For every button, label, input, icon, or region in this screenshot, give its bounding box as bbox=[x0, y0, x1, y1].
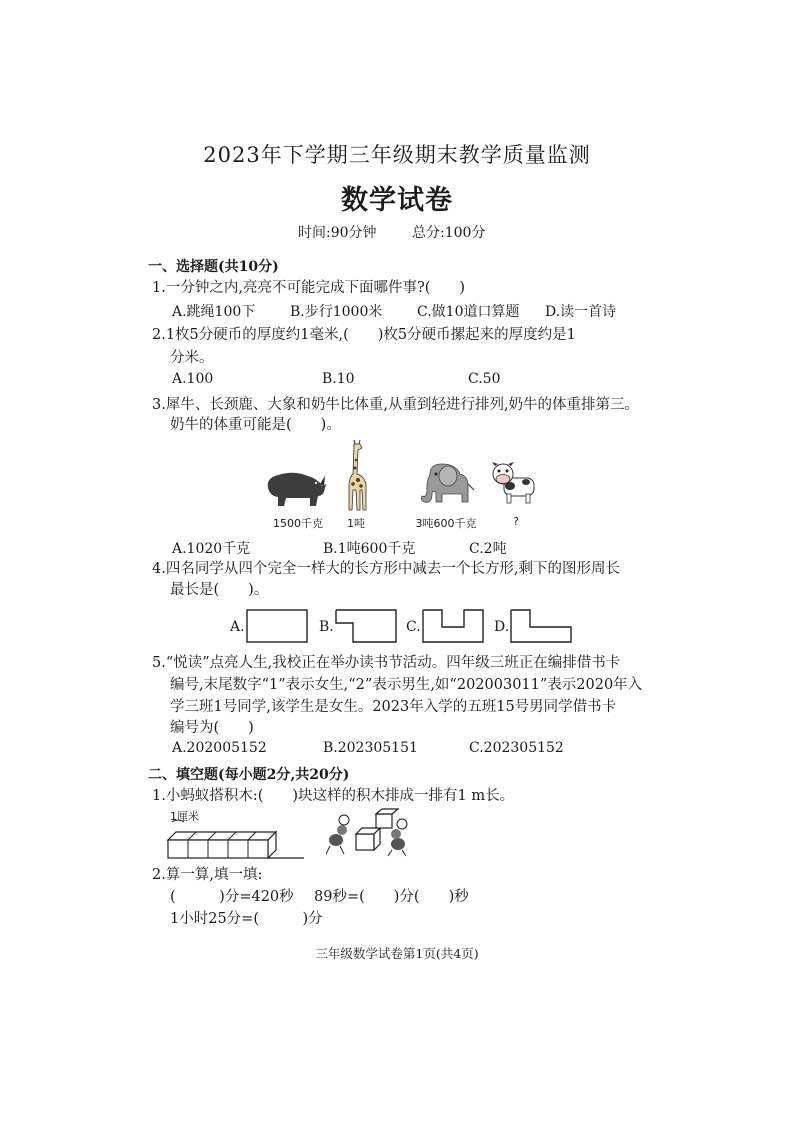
rhino-weight: 1500千克 bbox=[273, 517, 323, 530]
giraffe-icon bbox=[340, 440, 372, 512]
cow-icon bbox=[490, 460, 540, 506]
q2-2-row1-a: ( )分=420秒 bbox=[170, 889, 294, 905]
question-1-2-line1: 2.1枚5分硬币的厚度约1毫米,( )枚5分硬币摞起来的厚度约是1 bbox=[152, 327, 576, 343]
cow-weight: ? bbox=[513, 515, 519, 528]
q1-2-option-c: C.50 bbox=[468, 371, 501, 387]
ants-with-blocks-icon bbox=[322, 808, 414, 858]
q1-5-option-b: B.202305151 bbox=[323, 740, 418, 756]
q1-3-option-b: B.1吨600千克 bbox=[323, 541, 416, 557]
shape-c bbox=[422, 609, 484, 643]
q1-1-option-c: C.做10道口算题 bbox=[417, 304, 520, 320]
exam-time: 时间:90分钟 bbox=[298, 225, 377, 241]
q1-2-option-a: A.100 bbox=[172, 371, 214, 387]
question-1-4-line2: 最长是( )。 bbox=[170, 582, 269, 598]
page-footer: 三年级数学试卷第1页(共4页) bbox=[315, 946, 479, 961]
blocks-figure bbox=[168, 818, 308, 862]
question-1-5-line2: 编号,末尾数字“1”表示女生,“2”表示男生,如“202003011”表示2020年入 bbox=[170, 677, 643, 693]
question-2-1: 1.小蚂蚁搭积木:( )块这样的积木排成一排有1 m长。 bbox=[152, 788, 515, 804]
q2-2-row2: 1小时25分=( )分 bbox=[170, 911, 323, 927]
q1-2-option-b: B.10 bbox=[322, 371, 355, 387]
exam-title: 2023年下学期三年级期末教学质量监测 bbox=[203, 143, 591, 167]
q1-4-label-b: B. bbox=[319, 619, 334, 635]
question-1-5-line4: 编号为( ) bbox=[170, 720, 254, 736]
elephant-weight: 3吨600千克 bbox=[415, 517, 477, 530]
rhino-icon bbox=[262, 466, 328, 508]
elephant-icon bbox=[416, 460, 476, 506]
q2-2-row1-b: 89秒=( )分( )秒 bbox=[314, 889, 469, 905]
question-1-1: 1.一分钟之内,亮亮不可能完成下面哪件事?( ) bbox=[152, 280, 466, 296]
q1-3-option-a: A.1020千克 bbox=[172, 541, 251, 557]
q1-5-option-c: C.202305152 bbox=[469, 740, 564, 756]
section-heading-choice: 一、选择题(共10分) bbox=[148, 259, 279, 275]
question-2-2: 2.算一算,填一填: bbox=[152, 867, 263, 883]
shape-b bbox=[335, 609, 397, 643]
q1-4-label-d: D. bbox=[494, 619, 510, 635]
q1-1-option-a: A.跳绳100下 bbox=[172, 304, 256, 320]
exam-total-score: 总分:100分 bbox=[412, 225, 486, 241]
section-heading-fill: 二、填空题(每小题2分,共20分) bbox=[148, 767, 350, 783]
subject-title: 数学试卷 bbox=[341, 185, 453, 216]
question-1-4-line1: 4.四名同学从四个完全一样大的长方形中减去一个长方形,剩下的图形周长 bbox=[152, 561, 620, 577]
giraffe-weight: 1吨 bbox=[347, 517, 365, 530]
question-1-5-line1: 5.“悦读”点亮人生,我校正在举办读书节活动。四年级三班正在编排借书卡 bbox=[152, 655, 621, 671]
q1-1-option-b: B.步行1000米 bbox=[290, 304, 383, 320]
block-size-label: 1厘米 bbox=[170, 810, 199, 823]
question-1-3-line2: 奶牛的体重可能是( )。 bbox=[170, 417, 341, 433]
q1-1-option-d: D.读一首诗 bbox=[545, 304, 617, 320]
q1-3-option-c: C.2吨 bbox=[469, 541, 507, 557]
question-1-5-line3: 学三班1号同学,该学生是女生。2023年入学的五班15号男同学借书卡 bbox=[170, 699, 617, 715]
q1-4-label-c: C. bbox=[406, 619, 421, 635]
shape-d bbox=[510, 609, 572, 643]
question-1-3-line1: 3.犀牛、长颈鹿、大象和奶牛比体重,从重到轻进行排列,奶牛的体重排第三。 bbox=[152, 397, 640, 413]
q1-5-option-a: A.202005152 bbox=[172, 740, 267, 756]
shape-a bbox=[246, 609, 308, 643]
q1-4-label-a: A. bbox=[230, 619, 245, 635]
question-1-2-line2: 分米。 bbox=[170, 350, 214, 366]
